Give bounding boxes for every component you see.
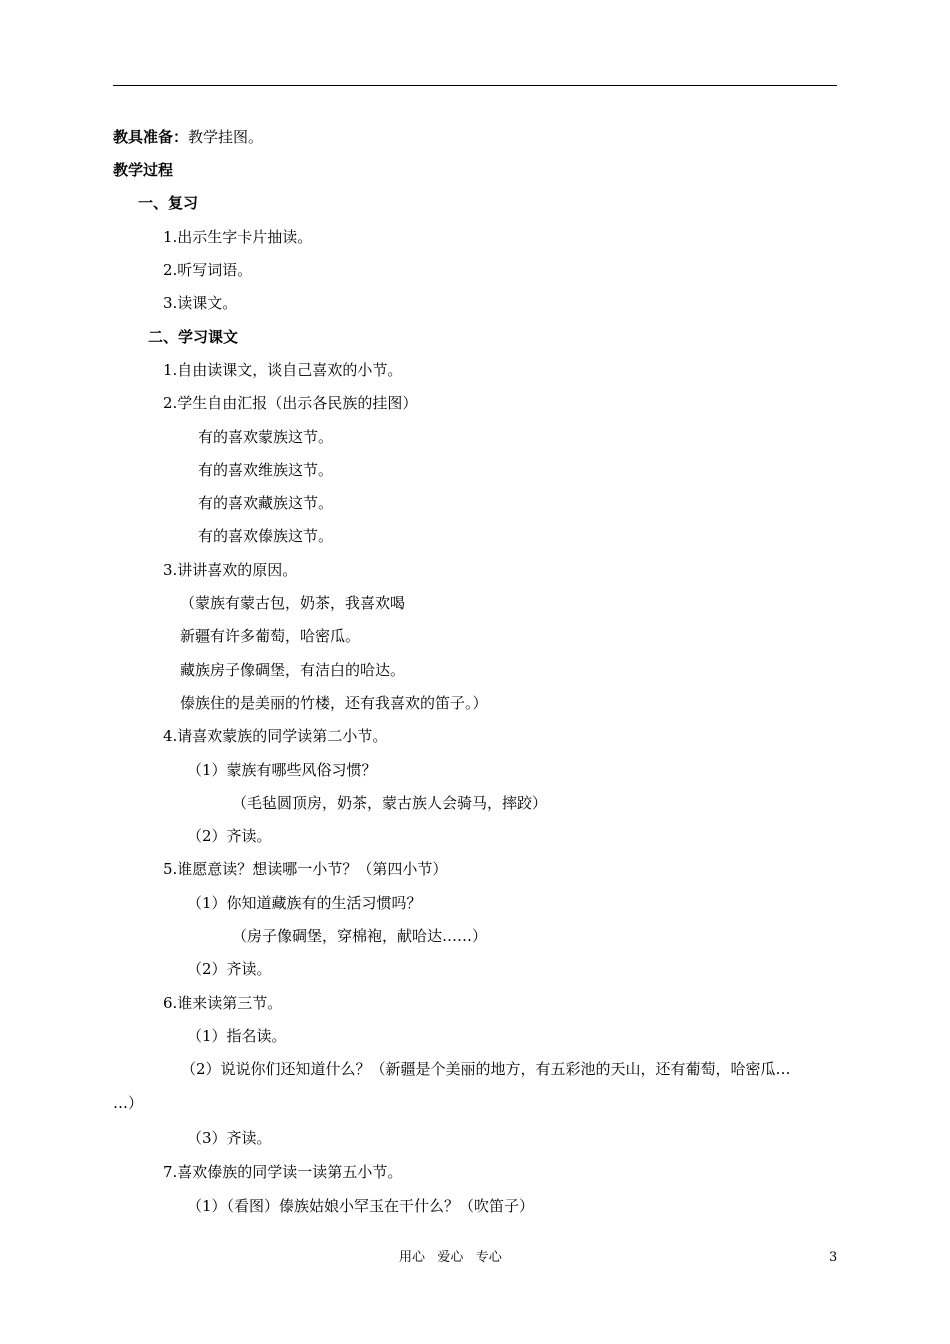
item-6: 6.谁来读第三节。: [163, 994, 283, 1012]
item-6-q2: （2）说说你们还知道什么？（新疆是个美丽的地方，有五彩池的天山，还有葡萄，哈密瓜…: [181, 1060, 791, 1078]
item-3-reason: （蒙族有蒙古包，奶茶，我喜欢喝: [180, 594, 406, 612]
item-2-answer: 有的喜欢傣族这节。: [198, 527, 334, 545]
page-number: 3: [829, 1250, 838, 1265]
header-rule: [113, 85, 837, 86]
item-1: 1.自由读课文，谈自己喜欢的小节。: [163, 361, 403, 379]
s1-item: 3.读课文。: [163, 294, 238, 312]
item-7-q1: （1）（看图）傣族姑娘小罕玉在干什么？（吹笛子）: [187, 1197, 535, 1215]
item-3-reason: 藏族房子像碉堡，有洁白的哈达。: [180, 661, 406, 679]
item-5-q2: （2）齐读。: [187, 960, 272, 978]
s1-item: 2.听写词语。: [163, 261, 253, 279]
footer-motto: 用心 爱心 专心: [399, 1250, 502, 1265]
prep-text: 教学挂图。: [188, 128, 264, 146]
s1-item: 1.出示生字卡片抽读。: [163, 228, 313, 246]
item-3-reason: 新疆有许多葡萄，哈密瓜。: [180, 627, 361, 645]
section1-heading: 一、复习: [138, 194, 199, 212]
item-2-answer: 有的喜欢维族这节。: [198, 461, 334, 479]
item-6-q2-continued: …）: [113, 1094, 144, 1112]
item-5-q1: （1）你知道藏族有的生活习惯吗？: [187, 894, 422, 912]
item-2-answer: 有的喜欢蒙族这节。: [198, 428, 334, 446]
item-5: 5.谁愿意读？想读哪一小节？（第四小节）: [163, 860, 448, 878]
item-6-q3: （3）齐读。: [187, 1129, 272, 1147]
item-3: 3.讲讲喜欢的原因。: [163, 561, 298, 579]
prep-label: 教具准备：: [113, 128, 189, 146]
item-5-a1: （房子像碉堡，穿棉袍，献哈达……）: [232, 927, 488, 945]
item-4-q2: （2）齐读。: [187, 827, 272, 845]
process-heading: 教学过程: [113, 161, 174, 179]
item-2: 2.学生自由汇报（出示各民族的挂图）: [163, 394, 418, 412]
prep-line: [113, 127, 263, 147]
item-3-reason: 傣族住的是美丽的竹楼，还有我喜欢的笛子。）: [180, 694, 488, 712]
section2-heading: 二、学习课文: [148, 328, 239, 346]
item-4-q1: （1）蒙族有哪些风俗习惯？: [187, 761, 377, 779]
item-6-q1: （1）指名读。: [187, 1027, 287, 1045]
item-2-answer: 有的喜欢藏族这节。: [198, 494, 334, 512]
item-4-a1: （毛毡圆顶房，奶茶，蒙古族人会骑马，摔跤）: [232, 794, 548, 812]
item-7: 7.喜欢傣族的同学读一读第五小节。: [163, 1163, 403, 1181]
item-4: 4.请喜欢蒙族的同学读第二小节。: [163, 727, 388, 745]
